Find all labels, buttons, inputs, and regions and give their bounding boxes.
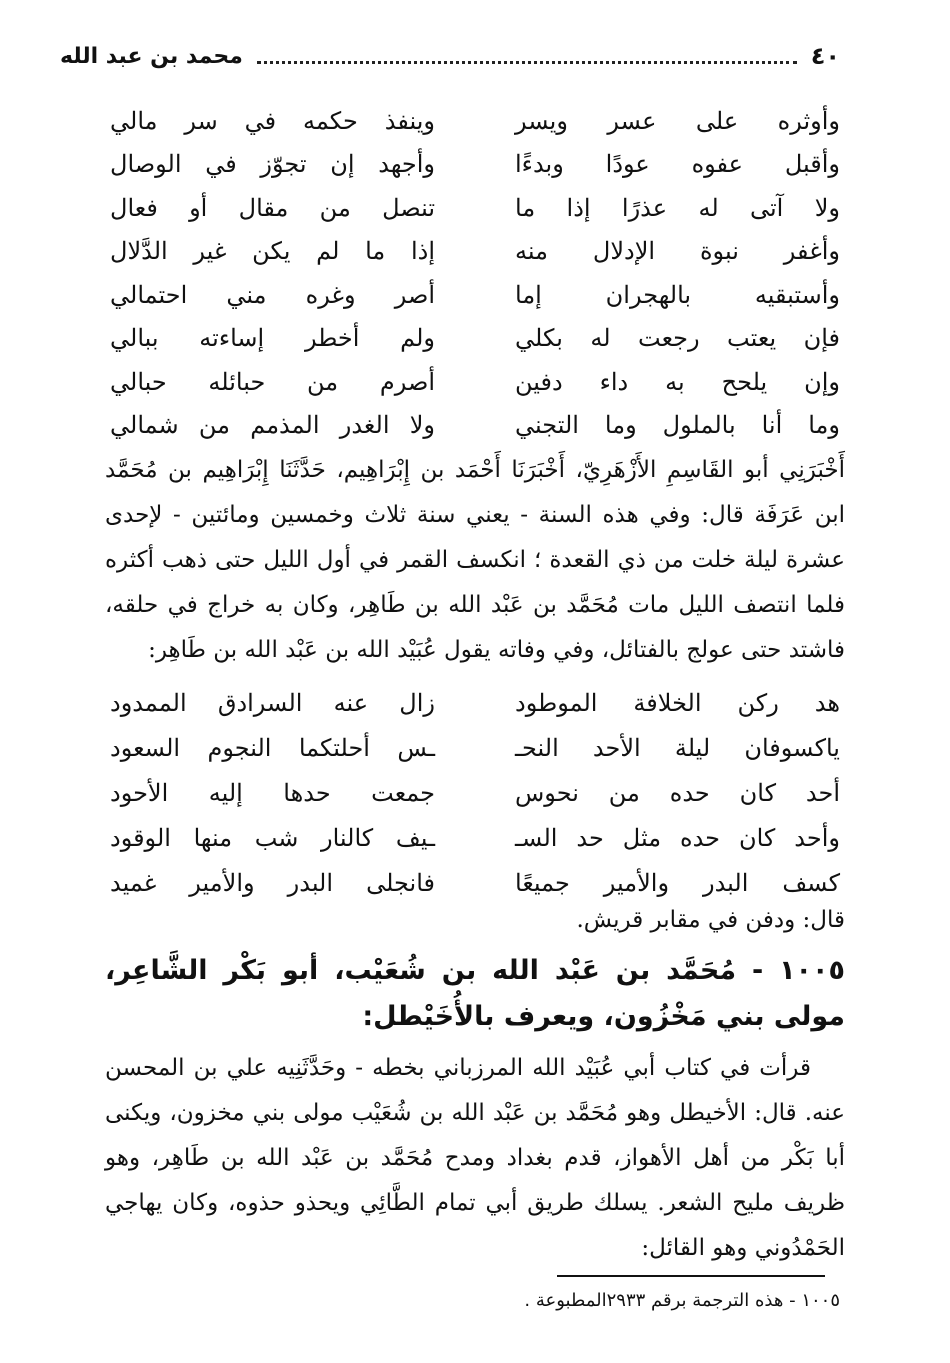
verse (110, 143, 840, 187)
verse (110, 404, 840, 448)
header-dotted-leader (257, 61, 797, 64)
page-header (60, 36, 840, 76)
footnote-divider (557, 1275, 825, 1277)
second-hemistich: أصر وغره مني احتمالي (110, 280, 435, 309)
verse (110, 815, 840, 860)
verse (110, 273, 840, 317)
second-hemistich: ـس أحلتكما النجوم السعود (110, 733, 435, 762)
entry-heading: ١٠٠٥ - مُحَمَّد بن عَبْد الله بن شُعَيْب، أبو بَكْر الشَّاعِر، مولى بني مَخْزُون، ويعرف بالأُخَيْطل: (105, 955, 845, 1032)
first-hemistich: هد ركن الخلافة الموطود (515, 688, 840, 717)
verse (110, 360, 840, 404)
second-hemistich: جمعت حدها إليه الأحود (110, 778, 435, 807)
second-hemistich: إذا ما لم يكن غير الدَّلال (110, 237, 435, 266)
second-hemistich: ولا الغدر المذمم من شمالي (110, 411, 435, 440)
first-hemistich: وأحد كان حده مثل حد السـ (515, 823, 840, 852)
second-hemistich: وأجهد إن تجوّز في الوصال (110, 150, 435, 179)
poem-1 (110, 99, 840, 447)
second-hemistich: تنصل من مقال أو فعال (110, 193, 435, 222)
first-hemistich: وإن يلحح به داء دفين (515, 367, 840, 396)
narration-paragraph: أَخْبَرَنِي أبو القَاسِمِ الأَزْهَرِيّ، أَخْبَرَنَا أَحْمَد بن إِبْرَاهِيم، حَدَّثَنَا إِبْرَاهِيم بن مُحَمَّد ابن عَرَفَة قال: وفي هذه السنة - يعني سنة ثلاث وخمسين ومائتين - لإحدى عشرة ليلة خلت من ذي القعدة ؛ انكسف القمر في أول الليل حتى ذهب أكثره فلما انتصف الليل مات مُحَمَّد بن عَبْد الله بن طَاهِر، وكان به خراج في حلقه، فاشتد حتى عولج بالفتائل، وفي وفاته يقول عُبَيْد الله بن عَبْد الله بن طَاهِر: (105, 457, 845, 663)
entry-paragraph: قرأت في كتاب أبي عُبَيْد الله المرزباني بخطه - وحَدَّثَنِيه علي بن المحسن عنه. قال: الأخيطل وهو مُحَمَّد بن عَبْد الله بن شُعَيْب مولى بني مخزون، ويكنى أبا بَكْر من أهل الأهواز، قدم بغداد ومدح مُحَمَّد بن عَبْد الله بن طَاهِر، وهو ظريف مليح الشعر. يسلك طريق أبي تمام الطَّائِي ويحذو حذوه، وكان يهاجي الحَمْدُوني وهو القائل: (105, 1055, 845, 1261)
burial-note: قال: ودفن في مقابر قريش. (576, 907, 845, 933)
verse (110, 99, 840, 143)
first-hemistich: ياكسوفان ليلة الأحد النحـ (515, 733, 840, 762)
poem-2 (110, 680, 840, 905)
second-hemistich: أصرم من حبائله حبالي (110, 367, 435, 396)
first-hemistich: أحد كان حده من نحوس (515, 778, 840, 807)
first-hemistich: وأوثره على عسر ويسر (515, 106, 840, 135)
first-hemistich: فإن يعتب رجعت له بكلي (515, 324, 840, 353)
verse (110, 770, 840, 815)
first-hemistich: وأقبل عفوه عودًا وبدءًا (515, 150, 840, 179)
verse (110, 317, 840, 361)
verse (110, 230, 840, 274)
verse (110, 725, 840, 770)
second-hemistich: زال عنه السرادق الممدود (110, 688, 435, 717)
second-hemistich: وينفذ حكمه في سر مالي (110, 106, 435, 135)
page-number: ٤٠ (810, 42, 840, 70)
verse (110, 186, 840, 230)
first-hemistich: وأغفر نبوة الإدلال منه (515, 237, 840, 266)
first-hemistich: وما أنا بالملول وما التجني (515, 411, 840, 440)
second-hemistich: ـيف كالنار شب منها الوقود (110, 823, 435, 852)
first-hemistich: كسف البدر والأمير جميعًا (515, 868, 840, 897)
verse (110, 680, 840, 725)
running-title: محمد بن عبد الله (60, 43, 243, 69)
first-hemistich: ولا آتى له عذرًا إذا ما (515, 193, 840, 222)
footnote: ١٠٠٥ - هذه الترجمة برقم ٢٩٣٣المطبوعة . (524, 1290, 840, 1311)
second-hemistich: فانجلى البدر والأمير غميد (110, 868, 435, 897)
second-hemistich: ولم أخطر إساءته ببالي (110, 324, 435, 353)
first-hemistich: وأستبقيه بالهجران إما (515, 280, 840, 309)
